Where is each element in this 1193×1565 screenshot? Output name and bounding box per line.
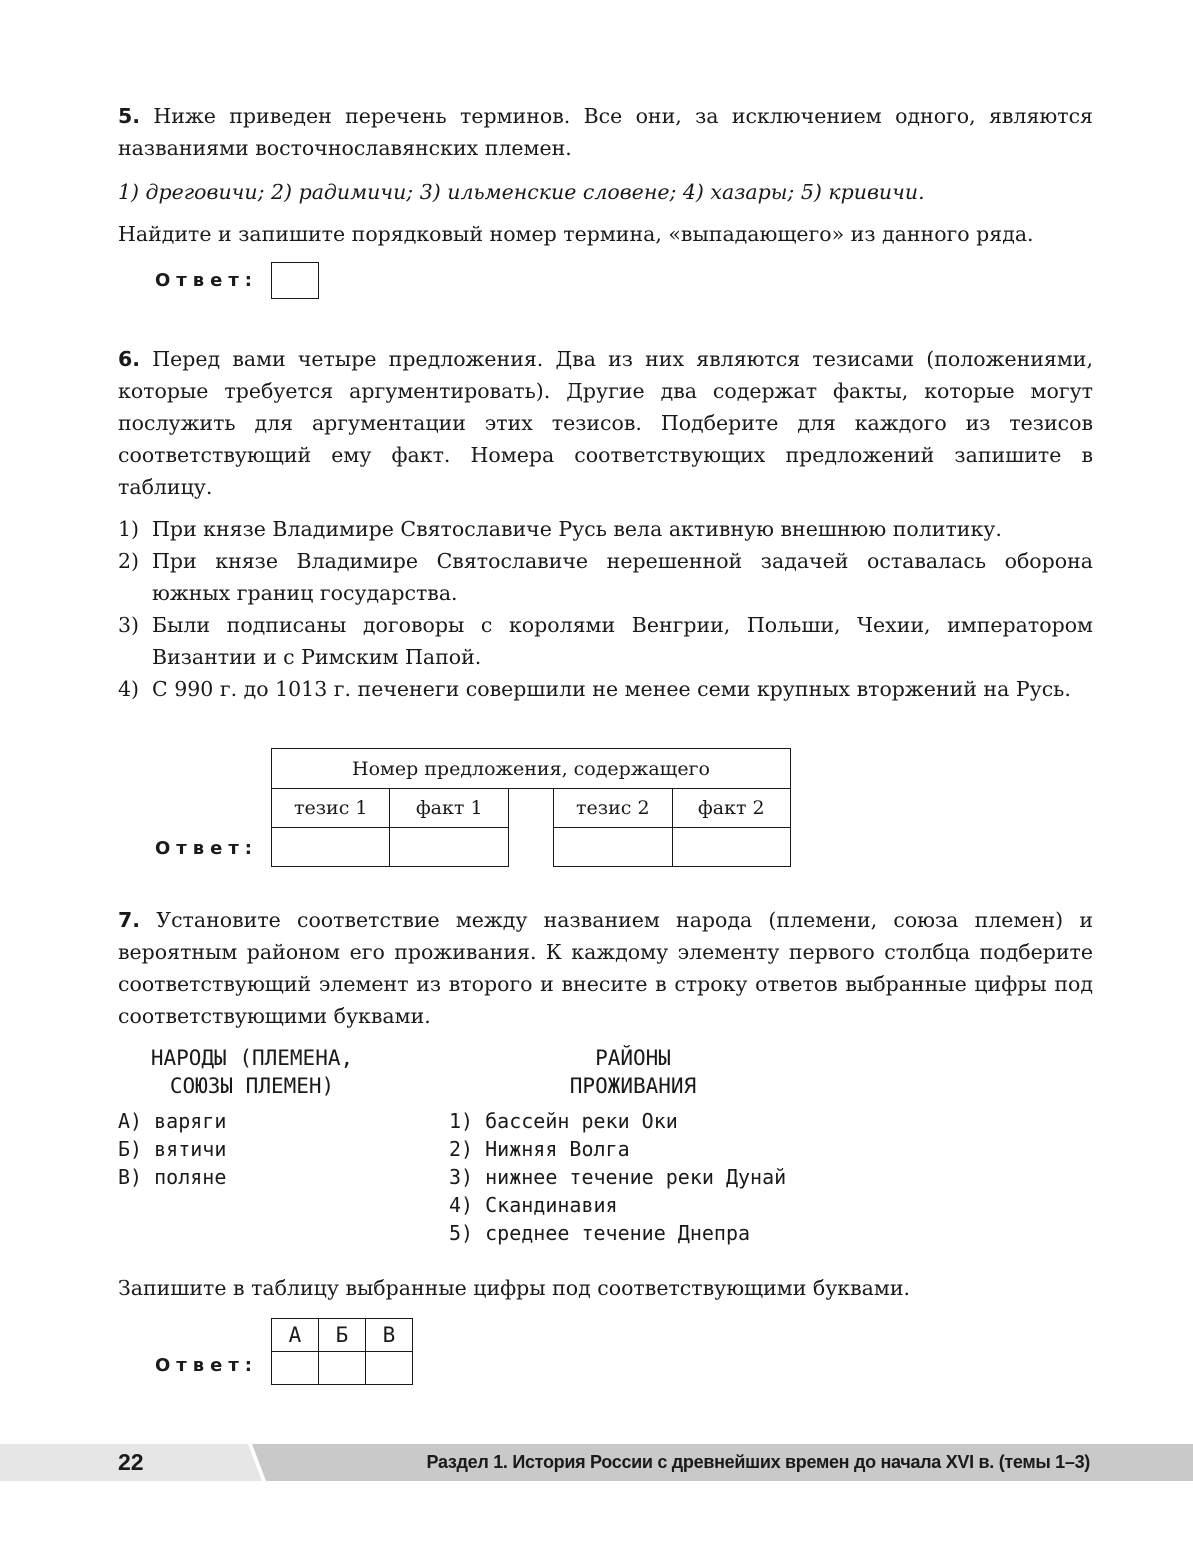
region-item: 4) Скандинавия (449, 1193, 618, 1217)
answer-cell-thesis-2[interactable] (554, 828, 672, 867)
letter-header-v: В (366, 1319, 413, 1352)
peoples-list (118, 1107, 226, 1191)
task5-terms: 1) дреговичи; 2) радимичи; 3) ильменские словене; 4) хазары; 5) кривичи. (118, 180, 925, 204)
answer-cell-fact-1[interactable] (390, 828, 508, 867)
answer-cell-thesis-1[interactable] (272, 828, 390, 867)
statement-text: При князе Владимире Святославиче нерешенной задачей оставалась оборона южных границ государства. (152, 549, 1093, 605)
regions-header-line-1: РАЙОНЫ (595, 1046, 671, 1070)
answer-cell-a[interactable] (272, 1352, 319, 1385)
statement-number: 1) (118, 517, 140, 541)
regions-list (449, 1107, 786, 1247)
people-item: Б) вятичи (118, 1137, 227, 1161)
task7-answer-label: Ответ: (155, 1355, 258, 1376)
peoples-header-line-2: СОЮЗЫ ПЛЕМЕН) (169, 1074, 335, 1098)
region-item: 5) среднее течение Днепра (449, 1221, 751, 1245)
task6-answer-table (271, 748, 791, 867)
page-number: 22 (118, 1449, 144, 1475)
task5-number: 5. (118, 104, 141, 128)
task5-instruction: Найдите и запишите порядковый номер термина, «выпадающего» из данного ряда. (118, 222, 1034, 246)
table-gap (508, 789, 553, 828)
task6-statement-list (118, 513, 1093, 705)
letter-header-b: Б (319, 1319, 366, 1352)
statement-text: Были подписаны договоры с королями Венгрии, Польши, Чехии, императором Византии и с Римским Папой. (152, 613, 1093, 669)
answer-cell-v[interactable] (366, 1352, 413, 1385)
task7-instruction: Запишите в таблицу выбранные цифры под соответствующими буквами. (118, 1276, 911, 1300)
peoples-column-header (112, 1044, 392, 1100)
answer-cell-fact-2[interactable] (672, 828, 790, 867)
region-item: 3) нижнее течение реки Дунай (449, 1165, 787, 1189)
task6-answer-label: Ответ: (155, 838, 258, 859)
column-header-fact-1: факт 1 (390, 789, 508, 828)
people-item: А) варяги (118, 1109, 227, 1133)
region-item: 1) бассейн реки Оки (449, 1109, 678, 1133)
task5-answer-box[interactable] (271, 262, 319, 299)
task7-intro (118, 904, 1093, 1032)
task6-statement (118, 673, 1093, 705)
section-title: Раздел 1. История России с древнейших времен до начала XVI в. (темы 1–3) (426, 1452, 1090, 1472)
task6-statement (118, 545, 1093, 609)
task6-statement (118, 513, 1093, 545)
task7-number: 7. (118, 908, 141, 932)
column-header-fact-2: факт 2 (672, 789, 790, 828)
task5-answer-label: Ответ: (155, 270, 258, 291)
statement-number: 2) (118, 549, 140, 573)
task6-intro (118, 343, 1093, 503)
task7-intro-text: Установите соответствие между названием народа (племени, союза племен) и вероятным районом его проживания. К каждому элементу первого столбца подберите соответствующий элемент из второго и внесите в строку ответов выбранные цифры под соответствующими буквами. (118, 908, 1093, 1028)
statement-number: 3) (118, 613, 140, 637)
table-gap (508, 828, 553, 867)
peoples-header-line-1: НАРОДЫ (ПЛЕМЕНА, (150, 1046, 354, 1070)
answer-cell-b[interactable] (319, 1352, 366, 1385)
task7-answer-table (271, 1318, 413, 1385)
task6-statement (118, 609, 1093, 673)
statement-text: С 990 г. до 1013 г. печенеги совершили не менее семи крупных вторжений на Русь. (152, 677, 1071, 701)
statement-number: 4) (118, 677, 140, 701)
task5-intro (118, 100, 1093, 164)
task6-number: 6. (118, 347, 141, 371)
letter-header-a: А (272, 1319, 319, 1352)
region-item: 2) Нижняя Волга (449, 1137, 630, 1161)
task5-intro-text: Ниже приведен перечень терминов. Все они, за исключением одного, являются названиями восточнославянских племен. (118, 104, 1093, 160)
people-item: В) поляне (118, 1165, 227, 1189)
regions-header-line-2: ПРОЖИВАНИЯ (569, 1074, 697, 1098)
regions-column-header (508, 1044, 758, 1100)
statement-text: При князе Владимире Святославиче Русь вела активную внешнюю политику. (152, 517, 1002, 541)
task6-table-header: Номер предложения, содержащего (272, 749, 791, 789)
task6-intro-text: Перед вами четыре предложения. Два из них являются тезисами (положениями, которые требуется аргументировать). Другие два содержат факты, которые могут послужить для аргументации этих тезисов. Подберите для каждого из тезисов соответствующий ему факт. Номера соответствующих предложений запишите в таблицу. (118, 347, 1093, 499)
column-header-thesis-1: тезис 1 (272, 789, 390, 828)
column-header-thesis-2: тезис 2 (554, 789, 672, 828)
